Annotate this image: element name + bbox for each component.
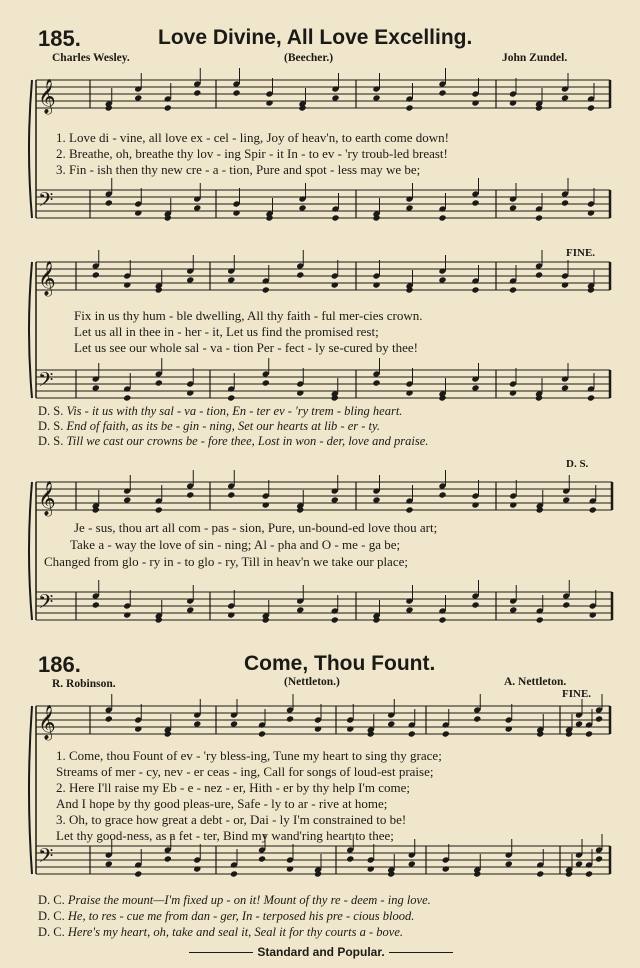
h185-sys2-bass-clef: 𝄢 xyxy=(38,370,54,396)
h185-sys2-treble-note xyxy=(331,281,339,288)
h186-treble-note xyxy=(134,725,142,732)
h185-sys1-bass-note xyxy=(587,209,595,216)
h185-sys2-bass-note xyxy=(186,389,194,396)
hymn-185-music-credit: John Zundel. xyxy=(502,52,568,64)
h185-sys2-brace xyxy=(29,262,32,398)
h185-sys1-bass-note xyxy=(331,214,339,221)
h185-sys2-bass-note xyxy=(123,394,131,401)
hymn-185-words-credit: Charles Wesley. xyxy=(52,52,130,64)
h186-bass-note xyxy=(536,870,544,877)
h186-treble-note xyxy=(505,725,513,732)
h185-sys3-treble-note xyxy=(438,491,446,498)
h185-sys2-bass-note xyxy=(262,379,270,386)
hymn-186-music-credit: A. Nettleton. xyxy=(504,676,567,688)
hymn-186-dc-line-2 xyxy=(38,909,414,924)
h185-sys1-bass-note xyxy=(471,199,479,206)
h185-sys1-treble-note xyxy=(164,104,172,111)
dc-label: D. C. xyxy=(38,893,65,907)
h185-sys3-bass-note xyxy=(227,611,235,618)
h186-bass-note xyxy=(134,870,142,877)
hymn-185-ds-mark: D. S. xyxy=(566,458,589,470)
h185-sys1-bass-note xyxy=(232,209,240,216)
h185-sys1-bass-note xyxy=(561,199,569,206)
h185-sys2-bass-note xyxy=(587,394,595,401)
h186-treble-note xyxy=(595,715,603,722)
footer-text: Standard and Popular. xyxy=(257,945,385,959)
h185-sys2-treble-note xyxy=(509,286,517,293)
footer-rule-right xyxy=(389,952,453,953)
hymn-185-sys3-verse-3: Changed from glo - ry in - to glo - ry, Till in heav'n we take our place; xyxy=(44,554,408,569)
h186-bass-note xyxy=(346,855,354,862)
h185-sys3-treble-note xyxy=(155,506,163,513)
h185-sys1-treble-note xyxy=(438,89,446,96)
hymn-185-sys3-verse-1: Je - sus, thou art all com - pas - sion, Pure, un-bound-ed love thou art; xyxy=(74,520,438,535)
hymn-185-sys3-verse-2: Take a - way the love of sin - ning; Al - pha and O - me - ga be; xyxy=(70,537,401,552)
ds-label: D. S. xyxy=(38,404,64,418)
ds-label: D. S. xyxy=(38,434,64,448)
h186-bass-clef: 𝄢 xyxy=(38,846,54,872)
h186-bass-note xyxy=(230,870,238,877)
hymn-185-sys2-verse-2: Let us all in thee in - her - it, Let us find the promised rest; xyxy=(74,324,379,339)
h185-sys3-bass-note xyxy=(331,616,339,623)
h185-sys2-treble-note xyxy=(262,286,270,293)
dc-text: Praise the mount—I'm fixed up - on it! Mount of thy re - deem - ing love. xyxy=(67,893,431,907)
hymn-185-number: 185. xyxy=(38,26,81,51)
hymn-186-verse-2a: 2. Here I'll raise my Eb - e - nez - er, Hith - er by thy help I'm come; xyxy=(56,780,410,795)
h185-sys2-treble-note xyxy=(535,271,543,278)
hymn-186-tune-name: (Nettleton.) xyxy=(284,676,340,688)
h185-sys3-treble-clef: 𝄞 xyxy=(38,482,56,515)
h185-sys1-bass-note xyxy=(105,199,113,206)
h185-sys1-treble-note xyxy=(471,99,479,106)
h186-treble-note xyxy=(346,725,354,732)
h186-bass-note xyxy=(367,865,375,872)
hymn-185-fine-mark: FINE. xyxy=(566,247,596,259)
h186-treble-note xyxy=(286,715,294,722)
h185-sys3-brace xyxy=(29,482,32,620)
h186-treble-note xyxy=(314,725,322,732)
h185-sys1-brace xyxy=(29,80,32,218)
h186-brace xyxy=(29,706,32,874)
hymn-185-sys1-verse-1: 1. Love di - vine, all love ex - cel - ling, Joy of heav'n, to earth come down! xyxy=(56,130,449,145)
hymn-185-ds-line-3 xyxy=(38,434,428,449)
h185-sys1-bass-clef: 𝄢 xyxy=(38,190,54,216)
h185-sys1-treble-clef: 𝄞 xyxy=(38,80,56,113)
h186-bass-note xyxy=(286,865,294,872)
h186-bass-note xyxy=(442,865,450,872)
hymn-185-ds-line-1 xyxy=(38,404,402,419)
h185-sys1-treble-note xyxy=(232,89,240,96)
h186-bass-note xyxy=(164,855,172,862)
h185-sys3-bass-note xyxy=(123,611,131,618)
h185-sys2-bass-note xyxy=(227,394,235,401)
h186-bass-note xyxy=(595,855,603,862)
h185-sys3-treble-note xyxy=(186,491,194,498)
h185-sys2-treble-note xyxy=(372,281,380,288)
ds-label: D. S. xyxy=(38,419,64,433)
hymn-186-words-credit: R. Robinson. xyxy=(52,678,116,690)
h185-sys3-treble-note xyxy=(227,491,235,498)
h185-sys3-bass-note xyxy=(438,616,446,623)
hymn-186-number: 186. xyxy=(38,652,81,677)
hymn-186-fine-mark: FINE. xyxy=(562,688,592,700)
h185-sys3-bass-note xyxy=(562,601,570,608)
hymn-185-ds-line-2 xyxy=(38,419,380,434)
h186-treble-note xyxy=(408,730,416,737)
h186-bass-note xyxy=(585,870,593,877)
hymn-186-verse-2b: And I hope by thy good pleas-ure, Safe - ly to ar - rive at home; xyxy=(56,796,388,811)
h186-treble-note xyxy=(442,730,450,737)
h185-sys3-treble-note xyxy=(589,506,597,513)
h185-sys1-bass-note xyxy=(134,209,142,216)
h185-sys2-treble-note xyxy=(561,281,569,288)
hymn-186-verse-3a: 3. Oh, to grace how great a debt - or, Dai - ly I'm constrained to be! xyxy=(56,812,407,827)
h185-sys1-bass-note xyxy=(535,214,543,221)
hymn-186-verse-3b: Let thy good-ness, as a fet - ter, Bind my wand'ring heart to thee; xyxy=(56,828,394,843)
hymn-186-dc-line-1 xyxy=(38,893,431,908)
page-footer xyxy=(176,943,466,961)
h185-sys2-treble-note xyxy=(471,286,479,293)
h185-sys2-bass-note xyxy=(296,389,304,396)
dc-text: Here's my heart, oh, take and seal it, Seal it for thy courts a - bove. xyxy=(67,925,404,939)
h185-sys2-treble-note xyxy=(296,271,304,278)
h185-sys1-treble-note xyxy=(587,104,595,111)
h185-sys3-treble-note xyxy=(509,501,517,508)
h185-sys2-bass-note xyxy=(155,379,163,386)
h185-sys3-bass-note xyxy=(589,611,597,618)
hymn-186-title: Come, Thou Fount. xyxy=(244,652,436,675)
h186-treble-note xyxy=(105,715,113,722)
h185-sys3-treble-note xyxy=(471,501,479,508)
h185-sys1-treble-note xyxy=(193,89,201,96)
h185-sys1-treble-note xyxy=(405,104,413,111)
h185-sys1-bass-note xyxy=(438,214,446,221)
hymn-185-sys1-verse-2: 2. Breathe, oh, breathe thy lov - ing Spir - it In - to ev - 'ry troub-led breast! xyxy=(56,146,448,161)
ds-text: Till we cast our crowns be - fore thee, Lost in won - der, love and praise. xyxy=(66,434,429,448)
h186-bass-note xyxy=(258,855,266,862)
h185-sys1-treble-note xyxy=(509,99,517,106)
h186-treble-note xyxy=(258,730,266,737)
h185-sys2-treble-note xyxy=(92,271,100,278)
h185-sys3-treble-note xyxy=(262,501,270,508)
h185-sys2-bass-note xyxy=(509,389,517,396)
hymn-186-dc-line-3 xyxy=(38,925,403,940)
hymn-185-sys2-verse-3: Let us see our whole sal - va - tion Per - fect - ly se-cured by thee! xyxy=(74,340,419,355)
h185-sys2-treble-note xyxy=(123,281,131,288)
hymn-185-tune-name: (Beecher.) xyxy=(284,52,334,64)
h186-bass-note xyxy=(193,865,201,872)
h185-sys3-treble-note xyxy=(405,506,413,513)
ds-text: Vis - it us with thy sal - va - tion, En - ter ev - 'ry trem - bling heart. xyxy=(66,404,403,418)
h185-sys3-bass-note xyxy=(92,601,100,608)
h185-sys3-bass-note xyxy=(536,616,544,623)
dc-label: D. C. xyxy=(38,909,65,923)
h186-treble-note xyxy=(585,730,593,737)
hymn-186-verse-1a: 1. Come, thou Fount of ev - 'ry bless-ing, Tune my heart to sing thy grace; xyxy=(56,748,442,763)
dc-text: He, to res - cue me from dan - ger, In - terposed his pre - cious blood. xyxy=(67,909,415,923)
hymn-185-sys2-verse-1: Fix in us thy hum - ble dwelling, All thy faith - ful mer-cies crown. xyxy=(74,308,423,323)
h185-sys1-treble-note xyxy=(265,99,273,106)
ds-text: End of faith, as its be - gin - ning, Set our hearts at lib - er - ty. xyxy=(66,419,381,433)
h185-sys2-treble-clef: 𝄞 xyxy=(38,262,56,295)
h185-sys2-bass-note xyxy=(405,389,413,396)
hymn-185-sys1-verse-3: 3. Fin - ish then thy new cre - a - tion, Pure and spot - less may we be; xyxy=(56,162,421,177)
h185-sys3-bass-clef: 𝄢 xyxy=(38,592,54,618)
footer-rule-left xyxy=(189,952,253,953)
hymn-185-title: Love Divine, All Love Excelling. xyxy=(158,26,473,49)
dc-label: D. C. xyxy=(38,925,65,939)
hymn-186-verse-1b: Streams of mer - cy, nev - er ceas - ing, Call for songs of loud-est praise; xyxy=(56,764,434,779)
h185-sys2-bass-note xyxy=(372,379,380,386)
h186-treble-note xyxy=(473,715,481,722)
h186-treble-clef: 𝄞 xyxy=(38,706,56,739)
h185-sys3-bass-note xyxy=(471,601,479,608)
